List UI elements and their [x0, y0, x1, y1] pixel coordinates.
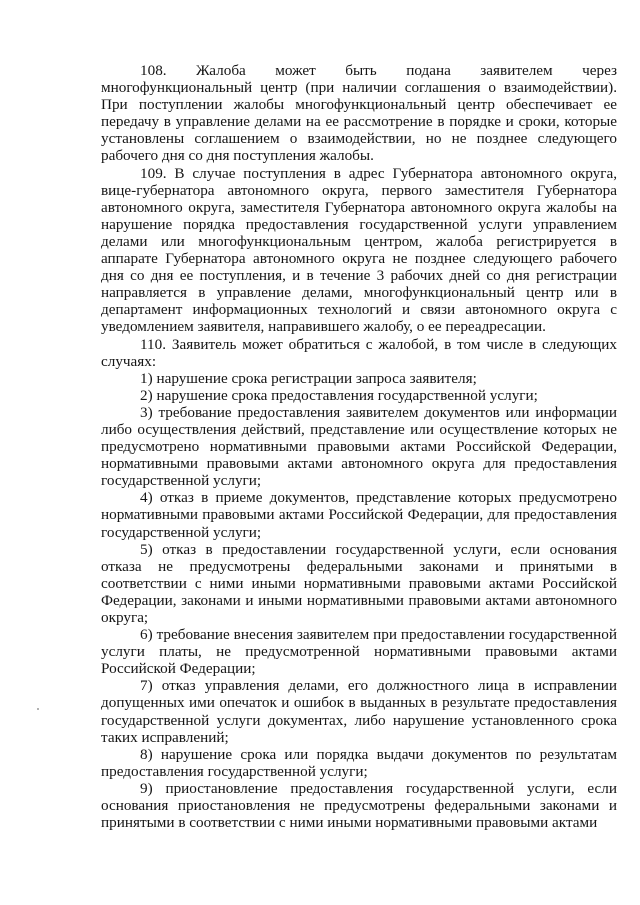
list-item-1: 1) нарушение срока регистрации запроса заявителя;	[140, 369, 477, 387]
scan-speck	[37, 708, 39, 710]
list-item-5: 5) отказ в предоставлении государственной услуги, если основания отказа не предусмотрены федеральными законами и принятыми в соответствии с ними иными нормативными правовыми актами Российской Федерации, законами и иными нормативными правовыми актами автономного округа;	[101, 540, 617, 626]
list-item-4: 4) отказ в приеме документов, представление которых предусмотрено нормативными правовыми актами Российской Федерации, для предоставления государственной услуги;	[101, 489, 617, 541]
paragraph-109: 109. В случае поступления в адрес Губернатора автономного округа, вице-губернатора автономного округа, первого заместителя Губернатора автономного округа, заместителя Губернатора автономного округа жалобы на нарушение порядка предоставления государственной услуги управлением делами или многофункциональным центром, жалоба регистрируется в аппарате Губернатора автономного округа не позднее следующего рабочего дня со дня ее поступления, и в течение 3 рабочих дней со дня регистрации направляется в управление делами, многофункциональный центр или в департамент информационных технологий и связи автономного округа с уведомлением заявителя, направившего жалобу, о ее переадресации.	[101, 164, 617, 336]
list-item-2: 2) нарушение срока предоставления государственной услуги;	[140, 386, 538, 404]
paragraph-108: 108. Жалоба может быть подана заявителем через многофункциональный центр (при наличии соглашения о взаимодействии). При поступлении жалобы многофункциональный центр обеспечивает ее передачу в управление делами на ее рассмотрение в порядке и сроки, которые установлены соглашением о взаимодействии, но не позднее следующего рабочего дня со дня поступления жалобы.	[101, 62, 617, 165]
list-item-6: 6) требование внесения заявителем при предоставлении государственной услуги платы, не предусмотренной нормативными правовыми актами Российской Федерации;	[101, 626, 617, 678]
list-item-7: 7) отказ управления делами, его должностного лица в исправлении допущенных ими опечаток и ошибок в выданных в результате предоставления государственной услуги документах, либо нарушение установленного срока таких исправлений;	[101, 677, 617, 746]
paragraph-110: 110. Заявитель может обратиться с жалобой, в том числе в следующих случаях:	[101, 335, 617, 370]
document-body	[101, 62, 617, 831]
list-item-8: 8) нарушение срока или порядка выдачи документов по результатам предоставления государственной услуги;	[101, 745, 617, 780]
list-item-3: 3) требование предоставления заявителем документов или информации либо осуществления действий, представление или осуществление которых не предусмотрено нормативными правовыми актами Российской Федерации, нормативными правовыми актами автономного округа для предоставления государственной услуги;	[101, 403, 617, 490]
list-item-9: 9) приостановление предоставления государственной услуги, если основания приостановления не предусмотрены федеральными законами и принятыми в соответствии с ними иными нормативными правовыми актами	[101, 779, 617, 832]
